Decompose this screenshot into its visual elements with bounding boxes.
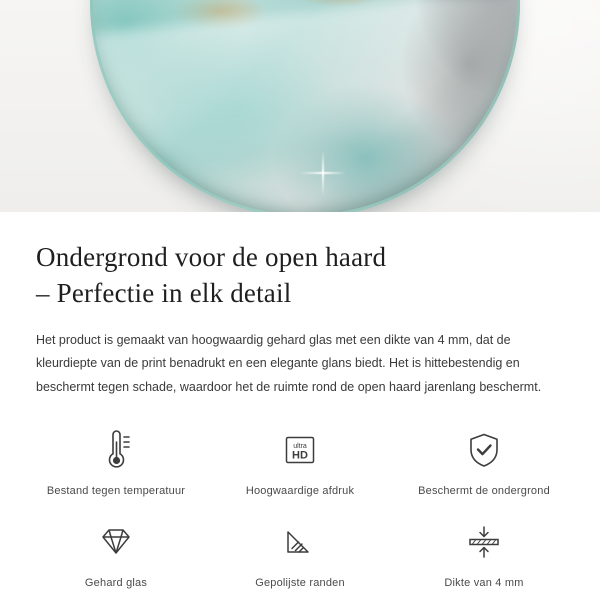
page-title: [36, 240, 564, 311]
feature-label: Dikte van 4 mm: [444, 576, 524, 589]
ultra-hd-icon: [278, 427, 322, 473]
headline-line-1: Ondergrond voor de open haard: [36, 242, 387, 272]
svg-text:ultra: ultra: [293, 442, 307, 450]
feature-item-print-quality: [208, 421, 392, 507]
feature-grid: [0, 399, 600, 599]
feature-item-polished-edges: [208, 513, 392, 599]
feature-item-thickness: [392, 513, 576, 599]
feature-label: Hoogwaardige afdruk: [245, 484, 355, 497]
feature-item-tempered-glass: [24, 513, 208, 599]
thermometer-icon: [96, 427, 136, 473]
shield-check-icon: [464, 427, 504, 473]
feature-label: Bestand tegen temperatuur: [46, 484, 186, 497]
polished-edges-icon: [279, 519, 321, 565]
glass-disc: [90, 0, 520, 212]
headline-line-2: – Perfectie in elk detail: [36, 277, 292, 308]
text-section: [0, 212, 600, 399]
svg-text:HD: HD: [292, 449, 308, 462]
feature-label: Gepolijste randen: [255, 576, 345, 589]
diamond-icon: [94, 519, 138, 565]
hero-image: [0, 0, 600, 212]
feature-item-temperature: [24, 421, 208, 507]
thickness-4mm-icon: [462, 519, 506, 565]
feature-item-surface-protection: [392, 421, 576, 507]
feature-label: Gehard glas: [84, 576, 148, 589]
description-paragraph: Het product is gemaakt van hoogwaardig gehard glas met een dikte van 4 mm, dat de kleurdiepte van de print benadrukt en een elegante glans biedt. Het is hittebestendig en beschermt tegen schade, waardoor het de ruimte rond de open haard jarenlang beschermt.: [36, 333, 542, 394]
feature-label: Beschermt de ondergrond: [418, 484, 550, 497]
